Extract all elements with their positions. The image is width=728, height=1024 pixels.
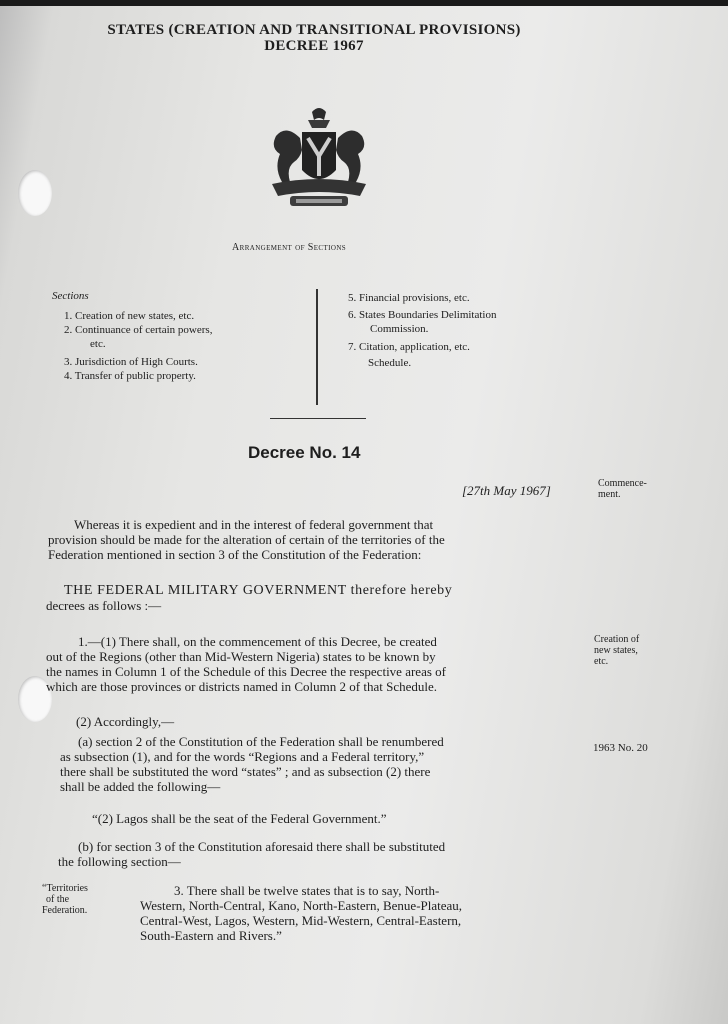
whereas-paragraph xyxy=(48,517,582,562)
note-line: new states, xyxy=(594,645,638,656)
note-line: Commence- xyxy=(598,478,647,489)
text-line: 1.—(1) There shall, on the commencement of this Decree, be created xyxy=(78,634,437,649)
toc-right xyxy=(348,291,496,370)
text-line: THE FEDERAL MILITARY GOVERNMENT therefore hereby xyxy=(64,583,453,598)
text-line: the names in Column 1 of the Schedule of this Decree the respective areas of xyxy=(46,664,446,679)
creation-note xyxy=(594,634,639,667)
subsection-2-heading: (2) Accordingly,— xyxy=(76,714,175,729)
toc-divider xyxy=(316,289,318,405)
decree-number: Decree No. 14 xyxy=(248,443,361,462)
arrangement-heading: Arrangement of Sections xyxy=(232,242,347,253)
paragraph-a xyxy=(60,734,584,794)
note-line: “Territories xyxy=(42,883,88,894)
text-line: 3. There shall be twelve states that is to say, North- xyxy=(174,883,440,898)
text-line: South-Eastern and Rivers.” xyxy=(140,928,282,943)
enacting-clause xyxy=(46,583,586,613)
nigeria-coat-of-arms-icon xyxy=(256,102,382,214)
toc-item: etc. xyxy=(90,338,106,350)
text-line: provision should be made for the alteration of certain of the territories of the xyxy=(48,532,445,547)
note-line: Creation of xyxy=(594,634,640,645)
text-line: which are those provinces or districts named in Column 2 of that Schedule. xyxy=(46,679,437,694)
note-line: etc. xyxy=(594,656,609,667)
section-rule xyxy=(270,418,366,419)
note-line: of the xyxy=(46,894,70,905)
toc-item: 3. Jurisdiction of High Courts. xyxy=(64,356,198,368)
toc-item: 4. Transfer of public property. xyxy=(64,370,196,382)
toc-item: 1. Creation of new states, etc. xyxy=(64,310,195,322)
text-line: (a) section 2 of the Constitution of the Federation shall be renumbered xyxy=(78,734,444,749)
text-line: as subsection (1), and for the words “Regions and a Federal territory,” xyxy=(60,749,425,764)
toc-item: 2. Continuance of certain powers, xyxy=(64,324,213,336)
decree-date: [27th May 1967] xyxy=(462,483,551,498)
section-3-text xyxy=(140,883,580,943)
toc-item: 5. Financial provisions, etc. xyxy=(348,292,470,304)
toc-item: Schedule. xyxy=(368,357,412,369)
commencement-note xyxy=(598,478,647,500)
territories-note xyxy=(42,883,88,916)
text-line: out of the Regions (other than Mid-Western Nigeria) states to be known by xyxy=(46,649,436,664)
text-line: Federation mentioned in section 3 of the Constitution of the Federation: xyxy=(48,547,422,562)
text-line: Central-West, Lagos, Western, Mid-Western, Central-Eastern, xyxy=(140,913,462,928)
text-line: shall be added the following— xyxy=(60,779,221,794)
document-subtitle: DECREE 1967 xyxy=(264,38,364,54)
toc-item: Commission. xyxy=(370,323,429,335)
document-title: STATES (CREATION AND TRANSITIONAL PROVISIONS) xyxy=(107,22,521,38)
text-line: Whereas it is expedient and in the interest of federal government that xyxy=(74,517,434,532)
sections-label: Sections xyxy=(52,290,89,302)
note-line: ment. xyxy=(598,489,621,500)
statute-reference-note: 1963 No. 20 xyxy=(593,742,648,754)
paragraph-b xyxy=(58,839,578,869)
section-1-paragraph xyxy=(46,634,586,694)
text-line: (b) for section 3 of the Constitution aforesaid there shall be substituted xyxy=(78,839,446,854)
punch-hole xyxy=(18,170,52,216)
note-line: Federation. xyxy=(42,905,88,916)
text-line: there shall be substituted the word “states” ; and as subsection (2) there xyxy=(60,764,431,779)
toc-left xyxy=(64,309,212,383)
text-line: decrees as follows :— xyxy=(46,598,162,613)
quoted-subsection: “(2) Lagos shall be the seat of the Federal Government.” xyxy=(92,811,387,826)
text-line: Western, North-Central, Kano, North-Eastern, Benue-Plateau, xyxy=(140,898,463,913)
text-line: the following section— xyxy=(58,854,181,869)
document-page xyxy=(0,6,728,1024)
toc-item: 7. Citation, application, etc. xyxy=(348,341,470,353)
toc-item: 6. States Boundaries Delimitation xyxy=(348,309,497,321)
